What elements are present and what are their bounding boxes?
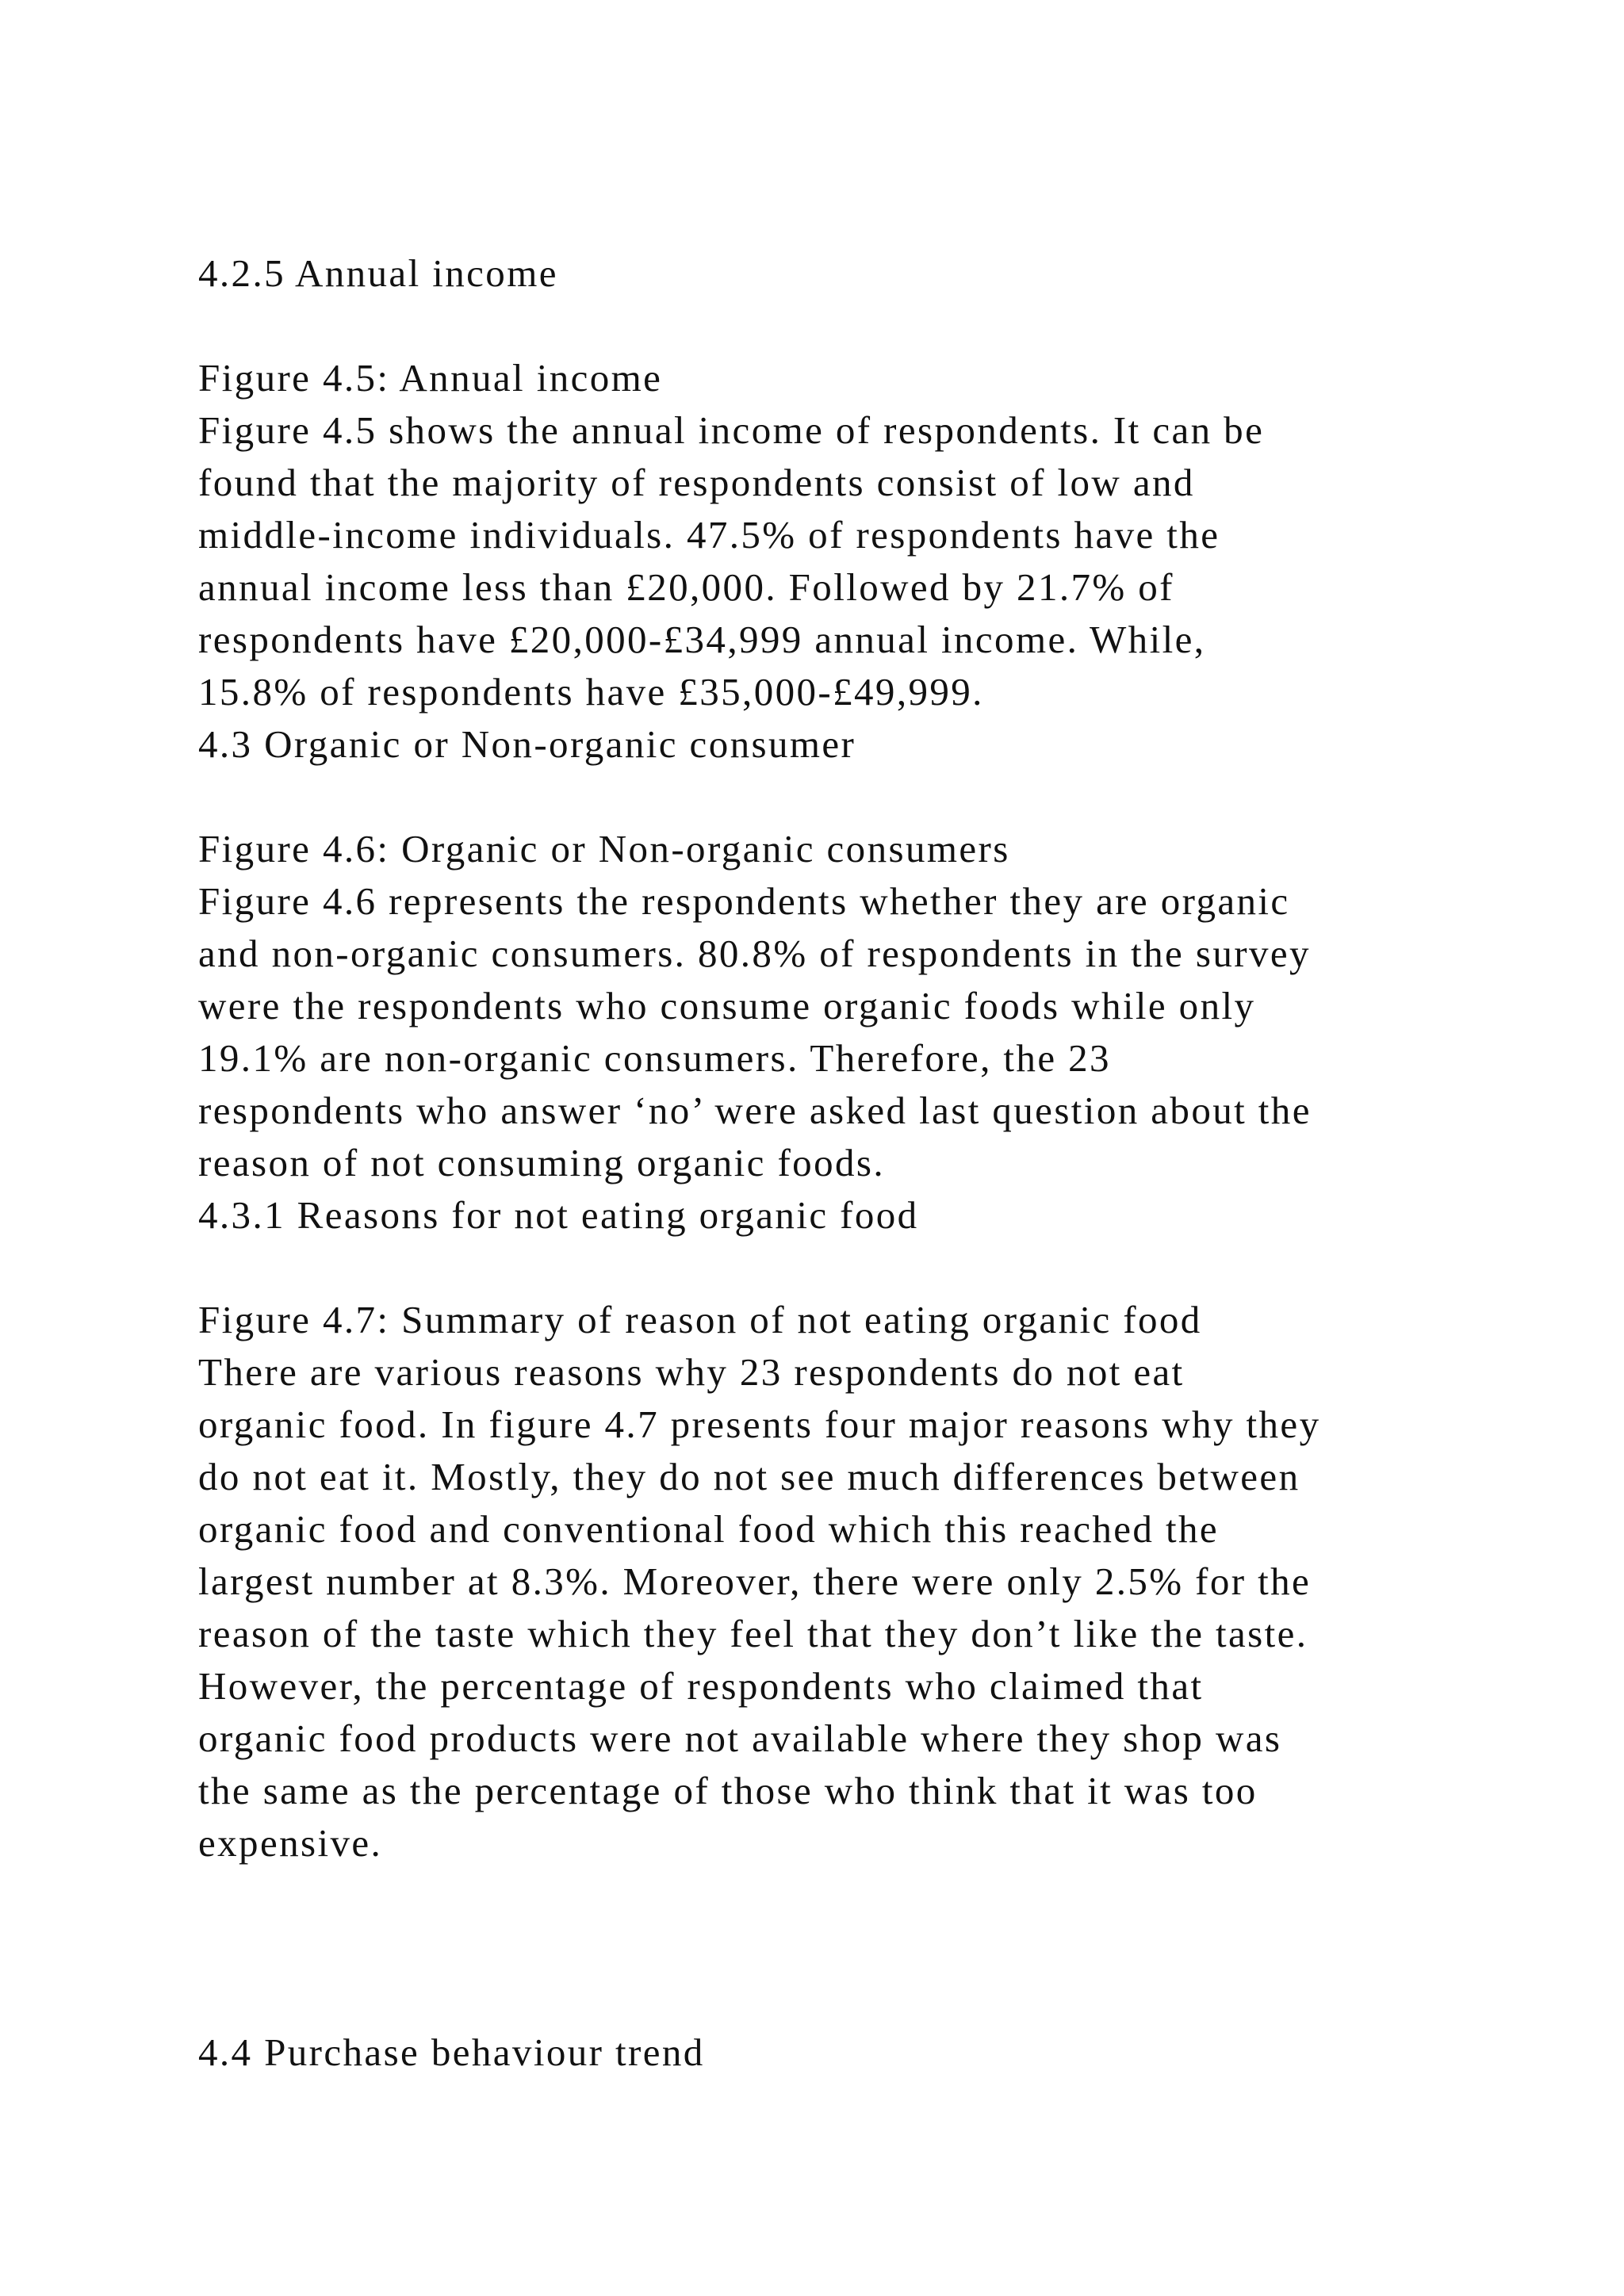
paragraph-line: expensive. — [198, 1821, 383, 1865]
paragraph-line: annual income less than £20,000. Followed by 21.7% of — [198, 565, 1174, 609]
section-heading-4-3-1: 4.3.1 Reasons for not eating organic food — [198, 1193, 919, 1237]
paragraph-line: organic food products were not available where they shop was — [198, 1716, 1282, 1760]
paragraph-line: largest number at 8.3%. Moreover, there were only 2.5% for the — [198, 1559, 1312, 1603]
figure-caption-4-7: Figure 4.7: Summary of reason of not eating organic food — [198, 1298, 1202, 1341]
section-heading-4-4: 4.4 Purchase behaviour trend — [198, 2030, 705, 2074]
paragraph-line: organic food. In figure 4.7 presents four major reasons why they — [198, 1402, 1321, 1446]
blank-line — [198, 300, 1467, 352]
paragraph-line: Figure 4.5 shows the annual income of respondents. It can be — [198, 408, 1265, 452]
blank-space — [198, 1869, 1467, 2026]
document-body — [198, 247, 1467, 2079]
blank-line — [198, 1242, 1467, 1294]
paragraph-line: do not eat it. Mostly, they do not see much differences between — [198, 1455, 1300, 1498]
section-heading-4-3: 4.3 Organic or Non-organic consumer — [198, 722, 856, 766]
paragraph-line: 19.1% are non-organic consumers. Therefore, the 23 — [198, 1036, 1111, 1080]
paragraph-line: middle-income individuals. 47.5% of respondents have the — [198, 513, 1220, 557]
paragraph-line: respondents who answer ‘no’ were asked last question about the — [198, 1089, 1312, 1132]
figure-caption-4-5: Figure 4.5: Annual income — [198, 356, 663, 400]
paragraph-line: reason of not consuming organic foods. — [198, 1141, 885, 1184]
paragraph-line: There are various reasons why 23 respondents do not eat — [198, 1350, 1185, 1394]
paragraph-line: respondents have £20,000-£34,999 annual income. While, — [198, 618, 1206, 661]
paragraph-line: were the respondents who consume organic foods while only — [198, 984, 1256, 1027]
paragraph-line: Figure 4.6 represents the respondents whether they are organic — [198, 879, 1290, 923]
figure-caption-4-6: Figure 4.6: Organic or Non-organic consumers — [198, 827, 1010, 871]
paragraph-line: and non-organic consumers. 80.8% of respondents in the survey — [198, 932, 1311, 975]
blank-line — [198, 771, 1467, 823]
paragraph-line: the same as the percentage of those who think that it was too — [198, 1769, 1258, 1812]
paragraph-line: 15.8% of respondents have £35,000-£49,999. — [198, 670, 984, 714]
paragraph-line: organic food and conventional food which this reached the — [198, 1507, 1220, 1551]
paragraph-line: found that the majority of respondents consist of low and — [198, 461, 1195, 504]
paragraph-line: However, the percentage of respondents who claimed that — [198, 1664, 1204, 1708]
section-heading-4-2-5: 4.2.5 Annual income — [198, 251, 558, 295]
paragraph-line: reason of the taste which they feel that they don’t like the taste. — [198, 1612, 1308, 1655]
